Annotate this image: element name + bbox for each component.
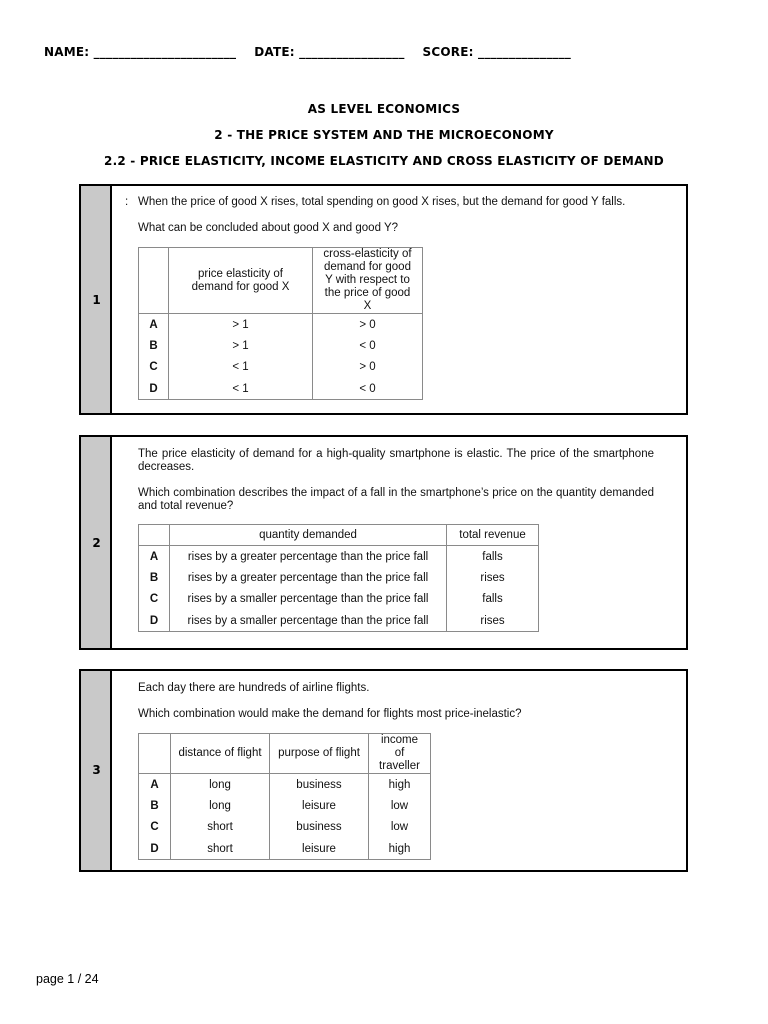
option-cell: falls bbox=[447, 589, 539, 611]
question-2-options-table bbox=[138, 524, 539, 632]
option-letter: A bbox=[139, 774, 171, 796]
option-letter: B bbox=[139, 335, 169, 357]
question-1-options-table bbox=[138, 247, 423, 400]
options-header: distance of flight bbox=[171, 734, 270, 774]
question-3-text: Each day there are hundreds of airline flights. bbox=[138, 682, 370, 694]
options-header-blank bbox=[139, 248, 169, 314]
option-cell: short bbox=[171, 838, 270, 860]
option-letter: C bbox=[139, 589, 170, 611]
options-header: income of traveller bbox=[369, 734, 431, 774]
option-cell: business bbox=[270, 774, 369, 796]
option-cell: long bbox=[171, 795, 270, 817]
option-letter: D bbox=[139, 610, 170, 632]
question-1-box bbox=[79, 184, 688, 415]
option-row-d[interactable] bbox=[139, 610, 539, 632]
date-field-label: DATE: _________________ bbox=[254, 45, 405, 59]
option-cell: rises by a greater percentage than the price fall bbox=[170, 567, 447, 589]
score-field-label: SCORE: _______________ bbox=[422, 45, 571, 59]
question-2-number: 2 bbox=[92, 536, 101, 550]
question-1-marker: : bbox=[125, 196, 129, 208]
student-info-header bbox=[44, 45, 571, 59]
question-3-number: 3 bbox=[92, 763, 101, 777]
unit-title: 2 - THE PRICE SYSTEM AND THE MICROECONOMY bbox=[214, 128, 554, 142]
option-cell: < 0 bbox=[313, 335, 423, 357]
option-cell: business bbox=[270, 817, 369, 839]
option-letter: D bbox=[139, 378, 169, 400]
option-cell: rises bbox=[447, 610, 539, 632]
option-cell: high bbox=[369, 838, 431, 860]
option-row-c[interactable] bbox=[139, 589, 539, 611]
option-cell: rises by a smaller percentage than the price fall bbox=[170, 610, 447, 632]
option-row-a[interactable] bbox=[139, 546, 539, 568]
option-row-d[interactable] bbox=[139, 838, 431, 860]
option-letter: A bbox=[139, 546, 170, 568]
option-cell: falls bbox=[447, 546, 539, 568]
option-row-a[interactable] bbox=[139, 774, 431, 796]
option-row-d[interactable] bbox=[139, 378, 423, 400]
option-cell: < 1 bbox=[169, 357, 313, 379]
option-row-c[interactable] bbox=[139, 357, 423, 379]
option-cell: > 0 bbox=[313, 357, 423, 379]
options-header: cross-elasticity of demand for good Y with respect to the price of good X bbox=[313, 248, 423, 314]
option-cell: low bbox=[369, 817, 431, 839]
options-header-blank bbox=[139, 525, 170, 546]
option-row-b[interactable] bbox=[139, 795, 431, 817]
option-letter: D bbox=[139, 838, 171, 860]
option-cell: > 1 bbox=[169, 314, 313, 336]
options-header: purpose of flight bbox=[270, 734, 369, 774]
option-row-b[interactable] bbox=[139, 335, 423, 357]
option-cell: high bbox=[369, 774, 431, 796]
option-row-b[interactable] bbox=[139, 567, 539, 589]
option-row-a[interactable] bbox=[139, 314, 423, 336]
option-cell: > 0 bbox=[313, 314, 423, 336]
course-title: AS LEVEL ECONOMICS bbox=[307, 102, 461, 116]
option-letter: B bbox=[139, 567, 170, 589]
question-3-box bbox=[79, 669, 688, 872]
question-2-box bbox=[79, 435, 688, 650]
options-header: quantity demanded bbox=[170, 525, 447, 546]
question-2-text: The price elasticity of demand for a high-quality smartphone is elastic. The price of the smartphone decreases. bbox=[138, 448, 654, 473]
option-cell: leisure bbox=[270, 795, 369, 817]
question-3-prompt: Which combination would make the demand for flights most price-inelastic? bbox=[138, 708, 522, 720]
question-3-options-table bbox=[138, 733, 431, 860]
page-indicator: page 1 / 24 bbox=[36, 972, 99, 986]
options-header-blank bbox=[139, 734, 171, 774]
option-cell: < 1 bbox=[169, 378, 313, 400]
options-header: price elasticity of demand for good X bbox=[169, 248, 313, 314]
option-cell: > 1 bbox=[169, 335, 313, 357]
question-2-prompt: Which combination describes the impact of a fall in the smartphone’s price on the quantity demanded and total revenue? bbox=[138, 487, 654, 512]
option-letter: C bbox=[139, 357, 169, 379]
option-letter: B bbox=[139, 795, 171, 817]
options-header: total revenue bbox=[447, 525, 539, 546]
option-cell: leisure bbox=[270, 838, 369, 860]
option-letter: C bbox=[139, 817, 171, 839]
question-1-text: When the price of good X rises, total spending on good X rises, but the demand for good Y falls. bbox=[138, 196, 626, 208]
option-cell: rises bbox=[447, 567, 539, 589]
option-cell: long bbox=[171, 774, 270, 796]
option-letter: A bbox=[139, 314, 169, 336]
option-row-c[interactable] bbox=[139, 817, 431, 839]
question-1-prompt: What can be concluded about good X and good Y? bbox=[138, 222, 399, 234]
option-cell: rises by a greater percentage than the price fall bbox=[170, 546, 447, 568]
question-1-number: 1 bbox=[92, 293, 101, 307]
option-cell: short bbox=[171, 817, 270, 839]
option-cell: rises by a smaller percentage than the price fall bbox=[170, 589, 447, 611]
option-cell: < 0 bbox=[313, 378, 423, 400]
name-field-label: NAME: _______________________ bbox=[44, 45, 237, 59]
option-cell: low bbox=[369, 795, 431, 817]
topic-title: 2.2 - PRICE ELASTICITY, INCOME ELASTICITY AND CROSS ELASTICITY OF DEMAND bbox=[104, 154, 664, 168]
